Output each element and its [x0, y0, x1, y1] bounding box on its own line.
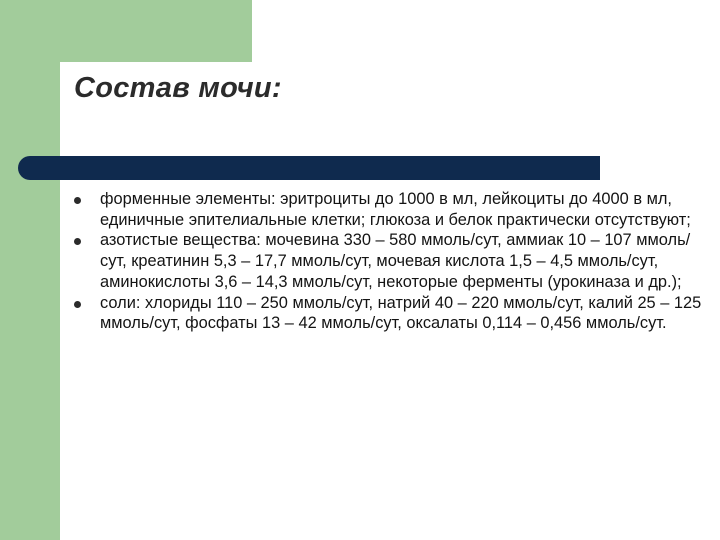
list-item [72, 293, 702, 334]
list-item-text: азотистые вещества: мочевина 330 – 580 ммоль/сут, аммиак 10 – 107 ммоль/сут, креатинин 5,3 – 17,7 ммоль/сут, мочевая кислота 1,5 – 4,5 ммоль/сут, аминокислоты 3,6 – 14,3 ммоль/сут, некоторые ферменты (урокиназа и др.); [100, 231, 691, 291]
bullet-icon [74, 238, 81, 245]
list-item-text: соли: хлориды 110 – 250 ммоль/сут, натрий 40 – 220 ммоль/сут, калий 25 – 125 ммоль/сут, фосфаты 13 – 42 ммоль/сут, оксалаты 0,114 – 0,456 ммоль/сут. [100, 293, 702, 333]
title-divider [18, 156, 600, 180]
list-item-text: форменные элементы: эритроциты до 1000 в мл, лейкоциты до 4000 в мл, единичные эпителиальные клетки; глюкоза и белок практически отсутствуют; [100, 190, 691, 229]
bullet-icon [74, 301, 81, 308]
list-item [72, 189, 702, 230]
left-accent-bar [0, 0, 60, 540]
slide-title: Состав мочи: [74, 72, 282, 104]
list-item [72, 230, 702, 292]
bullet-icon [74, 197, 81, 204]
bullet-list [72, 189, 702, 334]
top-accent-block [0, 0, 252, 62]
